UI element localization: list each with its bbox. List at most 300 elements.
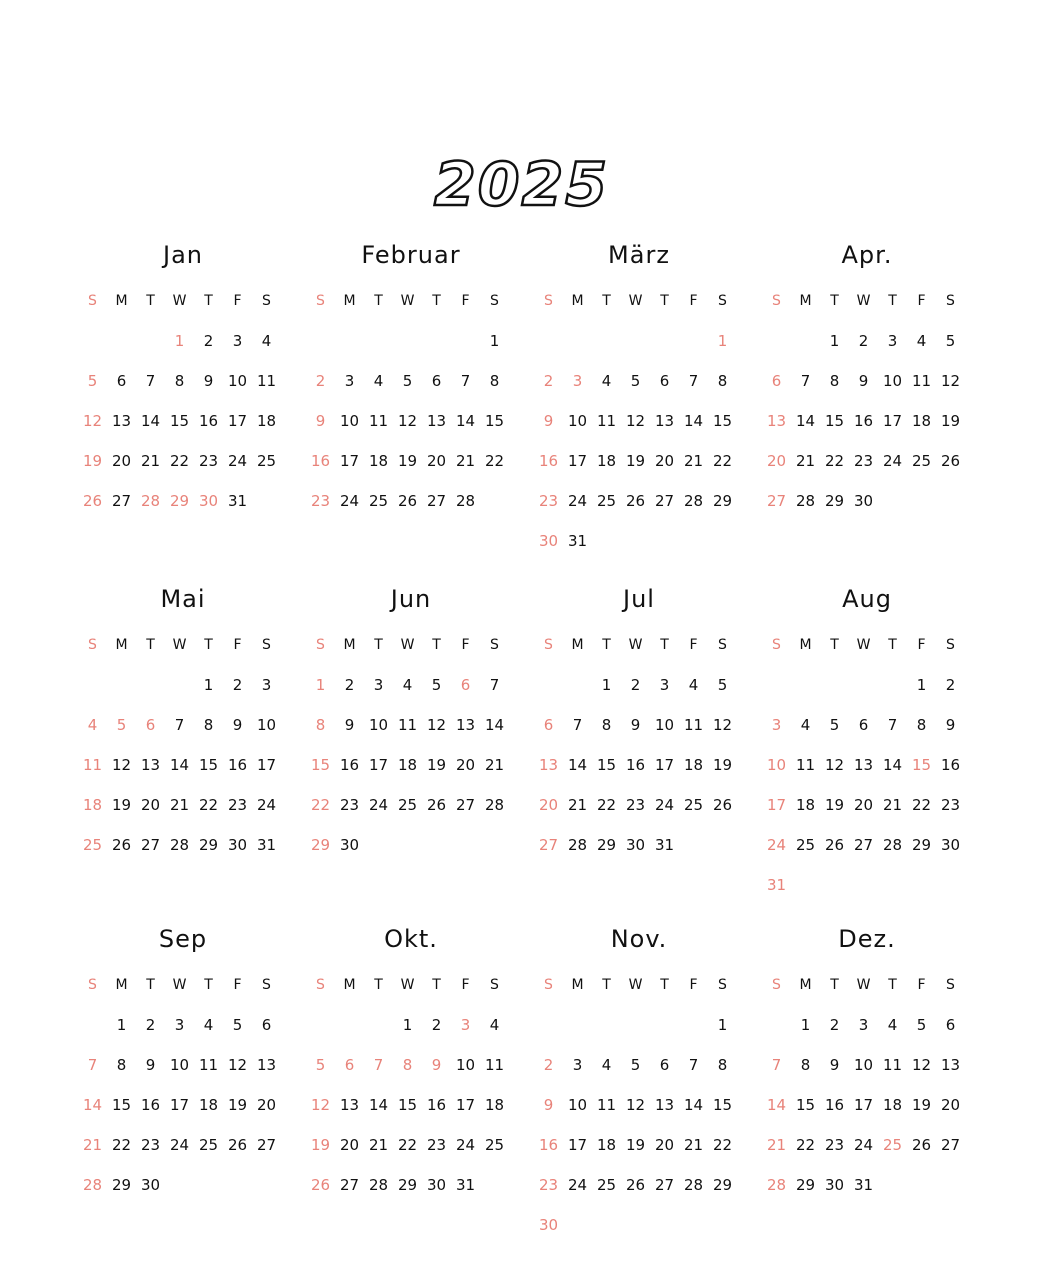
empty-cell [306, 330, 335, 370]
empty-cell [592, 1014, 621, 1054]
weekday-header: M [571, 637, 584, 653]
day-cell: 6 [431, 372, 442, 390]
day-cell: 23 [198, 452, 219, 470]
empty-cell [335, 1014, 364, 1054]
month-dez [762, 924, 972, 1214]
day-cell: 5 [232, 1016, 243, 1034]
day-cell: 29 [198, 836, 219, 854]
day-cell: 1 [717, 332, 728, 350]
weekday-header: W [856, 293, 871, 309]
day-cell: 10 [882, 372, 903, 390]
day-cell: 5 [945, 332, 956, 350]
weekday-header: T [660, 293, 669, 309]
day-cell: 4 [373, 372, 384, 390]
day-cell: 1 [800, 1016, 811, 1034]
day-cell: 26 [625, 1176, 646, 1194]
day-cell: 19 [397, 452, 418, 470]
weekday-header: T [888, 293, 897, 309]
weekday-header: S [88, 977, 97, 993]
weekday-header: T [374, 637, 383, 653]
day-cell: 29 [596, 836, 617, 854]
day-cell: 3 [232, 332, 243, 350]
day-cell: 19 [426, 756, 447, 774]
day-cell: 28 [683, 1176, 704, 1194]
day-cell: 2 [344, 676, 355, 694]
day-cell: 17 [766, 796, 787, 814]
day-cell: 28 [795, 492, 816, 510]
day-cell: 30 [426, 1176, 447, 1194]
day-cell: 1 [489, 332, 500, 350]
day-cell: 27 [339, 1176, 360, 1194]
day-cell: 10 [227, 372, 248, 390]
weekday-header: M [115, 637, 128, 653]
day-cell: 26 [824, 836, 845, 854]
weekday-header: T [204, 293, 213, 309]
day-cell: 22 [596, 796, 617, 814]
day-cell: 19 [310, 1136, 331, 1154]
day-cell: 20 [940, 1096, 961, 1114]
day-cell: 1 [916, 676, 927, 694]
day-cell: 25 [795, 836, 816, 854]
day-cell: 21 [82, 1136, 103, 1154]
day-cell: 25 [198, 1136, 219, 1154]
month-jul [534, 584, 744, 874]
day-cell: 21 [368, 1136, 389, 1154]
day-cell: 8 [916, 716, 927, 734]
empty-cell [791, 674, 820, 714]
month-title: Okt. [384, 925, 438, 953]
month-title: Mai [160, 585, 206, 613]
month-title: Sep [158, 925, 208, 953]
day-cell: 20 [455, 756, 476, 774]
day-cell: 25 [596, 492, 617, 510]
day-cell: 21 [766, 1136, 787, 1154]
day-cell: 18 [397, 756, 418, 774]
empty-cell [534, 330, 563, 370]
empty-cell [762, 330, 791, 370]
day-cell: 7 [145, 372, 156, 390]
day-cell: 19 [712, 756, 733, 774]
month-jan [78, 240, 288, 530]
weekday-header: T [374, 977, 383, 993]
day-cell: 18 [911, 412, 932, 430]
day-cell: 7 [489, 676, 500, 694]
day-cell: 29 [111, 1176, 132, 1194]
day-cell: 28 [567, 836, 588, 854]
day-cell: 31 [256, 836, 277, 854]
weekday-header: T [146, 977, 155, 993]
day-cell: 4 [887, 1016, 898, 1034]
day-cell: 2 [145, 1016, 156, 1034]
day-cell: 5 [116, 716, 127, 734]
weekday-header: W [628, 977, 643, 993]
day-grid [762, 974, 972, 1214]
weekday-header: S [88, 293, 97, 309]
day-cell: 24 [567, 1176, 588, 1194]
day-cell: 1 [315, 676, 326, 694]
empty-cell [364, 330, 393, 370]
day-cell: 27 [140, 836, 161, 854]
empty-cell [364, 1014, 393, 1054]
day-cell: 15 [111, 1096, 132, 1114]
day-cell: 8 [717, 372, 728, 390]
day-cell: 7 [373, 1056, 384, 1074]
weekday-header: S [262, 637, 271, 653]
day-cell: 14 [683, 412, 704, 430]
day-cell: 11 [256, 372, 277, 390]
day-grid [534, 634, 744, 874]
weekday-header: S [316, 977, 325, 993]
weekday-header: S [88, 637, 97, 653]
day-cell: 7 [688, 1056, 699, 1074]
day-cell: 6 [659, 372, 670, 390]
empty-cell [621, 1014, 650, 1054]
weekday-header: W [400, 977, 415, 993]
day-cell: 4 [402, 676, 413, 694]
day-cell: 3 [344, 372, 355, 390]
day-grid [306, 974, 516, 1214]
day-cell: 23 [227, 796, 248, 814]
empty-cell [422, 330, 451, 370]
day-cell: 10 [455, 1056, 476, 1074]
day-cell: 17 [455, 1096, 476, 1114]
day-cell: 12 [227, 1056, 248, 1074]
day-cell: 10 [256, 716, 277, 734]
weekday-header: T [374, 293, 383, 309]
day-cell: 11 [882, 1056, 903, 1074]
day-cell: 24 [853, 1136, 874, 1154]
weekday-header: T [204, 977, 213, 993]
weekday-header: S [718, 293, 727, 309]
weekday-header: W [856, 637, 871, 653]
weekday-header: T [204, 637, 213, 653]
day-cell: 29 [169, 492, 190, 510]
weekday-header: F [461, 977, 470, 993]
day-cell: 7 [460, 372, 471, 390]
day-cell: 4 [688, 676, 699, 694]
day-grid [78, 634, 288, 874]
day-cell: 30 [625, 836, 646, 854]
weekday-header: M [115, 977, 128, 993]
day-cell: 7 [800, 372, 811, 390]
day-cell: 27 [455, 796, 476, 814]
day-cell: 8 [203, 716, 214, 734]
month-märz [534, 240, 744, 570]
day-cell: 28 [766, 1176, 787, 1194]
day-cell: 3 [174, 1016, 185, 1034]
empty-cell [451, 330, 480, 370]
day-cell: 14 [683, 1096, 704, 1114]
day-cell: 25 [397, 796, 418, 814]
day-cell: 21 [683, 1136, 704, 1154]
day-cell: 9 [858, 372, 869, 390]
month-jun [306, 584, 516, 874]
day-cell: 26 [310, 1176, 331, 1194]
day-cell: 16 [538, 452, 559, 470]
day-cell: 9 [945, 716, 956, 734]
day-cell: 10 [654, 716, 675, 734]
day-cell: 10 [169, 1056, 190, 1074]
month-mai [78, 584, 288, 874]
day-cell: 24 [455, 1136, 476, 1154]
weekday-header: W [172, 977, 187, 993]
day-cell: 13 [426, 412, 447, 430]
weekday-header: M [343, 977, 356, 993]
day-cell: 8 [829, 372, 840, 390]
day-cell: 15 [911, 756, 932, 774]
day-cell: 29 [824, 492, 845, 510]
empty-cell [165, 674, 194, 714]
empty-cell [820, 674, 849, 714]
day-cell: 2 [829, 1016, 840, 1034]
weekday-header: S [718, 977, 727, 993]
day-cell: 5 [87, 372, 98, 390]
day-cell: 14 [140, 412, 161, 430]
day-cell: 19 [824, 796, 845, 814]
day-cell: 12 [82, 412, 103, 430]
day-cell: 13 [654, 412, 675, 430]
day-cell: 30 [538, 532, 559, 550]
weekday-header: T [830, 637, 839, 653]
weekday-header: T [830, 293, 839, 309]
month-title: Dez. [838, 925, 896, 953]
weekday-header: M [571, 293, 584, 309]
empty-cell [78, 330, 107, 370]
weekday-header: F [233, 293, 242, 309]
day-cell: 30 [140, 1176, 161, 1194]
day-cell: 12 [310, 1096, 331, 1114]
weekday-header: F [917, 637, 926, 653]
empty-cell [534, 674, 563, 714]
day-cell: 6 [659, 1056, 670, 1074]
day-cell: 16 [140, 1096, 161, 1114]
day-cell: 13 [766, 412, 787, 430]
day-cell: 18 [198, 1096, 219, 1114]
day-cell: 21 [882, 796, 903, 814]
day-cell: 27 [654, 1176, 675, 1194]
day-cell: 20 [654, 1136, 675, 1154]
weekday-header: T [602, 637, 611, 653]
day-cell: 4 [916, 332, 927, 350]
day-cell: 29 [712, 1176, 733, 1194]
day-cell: 30 [940, 836, 961, 854]
weekday-header: S [946, 293, 955, 309]
day-cell: 7 [688, 372, 699, 390]
weekday-header: T [888, 637, 897, 653]
weekday-header: F [689, 637, 698, 653]
empty-cell [107, 674, 136, 714]
day-cell: 4 [203, 1016, 214, 1034]
day-cell: 12 [712, 716, 733, 734]
day-cell: 26 [625, 492, 646, 510]
weekday-header: M [115, 293, 128, 309]
day-cell: 3 [887, 332, 898, 350]
day-cell: 30 [198, 492, 219, 510]
weekday-header: S [490, 293, 499, 309]
day-cell: 16 [853, 412, 874, 430]
day-cell: 23 [538, 1176, 559, 1194]
empty-cell [878, 674, 907, 714]
day-cell: 6 [261, 1016, 272, 1034]
day-grid [534, 974, 744, 1254]
day-cell: 16 [824, 1096, 845, 1114]
day-cell: 4 [800, 716, 811, 734]
day-cell: 5 [630, 372, 641, 390]
day-cell: 16 [198, 412, 219, 430]
day-cell: 11 [596, 1096, 617, 1114]
day-cell: 24 [169, 1136, 190, 1154]
weekday-header: S [490, 977, 499, 993]
day-cell: 6 [344, 1056, 355, 1074]
day-cell: 8 [174, 372, 185, 390]
day-cell: 22 [712, 1136, 733, 1154]
weekday-header: T [146, 293, 155, 309]
day-cell: 3 [572, 1056, 583, 1074]
day-cell: 24 [882, 452, 903, 470]
day-cell: 1 [402, 1016, 413, 1034]
empty-cell [107, 330, 136, 370]
day-cell: 25 [82, 836, 103, 854]
day-grid [762, 634, 972, 914]
day-cell: 24 [227, 452, 248, 470]
day-cell: 9 [543, 1096, 554, 1114]
day-cell: 21 [169, 796, 190, 814]
day-cell: 19 [940, 412, 961, 430]
empty-cell [563, 1014, 592, 1054]
weekday-header: S [544, 637, 553, 653]
weekday-header: T [432, 637, 441, 653]
month-title: Jul [623, 585, 655, 613]
day-cell: 24 [766, 836, 787, 854]
empty-cell [306, 1014, 335, 1054]
day-cell: 11 [683, 716, 704, 734]
day-cell: 24 [339, 492, 360, 510]
day-cell: 27 [766, 492, 787, 510]
day-cell: 1 [829, 332, 840, 350]
day-cell: 22 [169, 452, 190, 470]
day-cell: 19 [227, 1096, 248, 1114]
day-cell: 2 [543, 1056, 554, 1074]
day-cell: 29 [795, 1176, 816, 1194]
weekday-header: F [461, 637, 470, 653]
day-cell: 12 [911, 1056, 932, 1074]
day-cell: 9 [203, 372, 214, 390]
empty-cell [78, 674, 107, 714]
day-grid [762, 290, 972, 530]
day-cell: 3 [771, 716, 782, 734]
day-cell: 21 [455, 452, 476, 470]
day-cell: 14 [484, 716, 505, 734]
day-cell: 18 [596, 452, 617, 470]
day-cell: 11 [198, 1056, 219, 1074]
weekday-header: S [946, 637, 955, 653]
day-cell: 6 [145, 716, 156, 734]
day-cell: 30 [824, 1176, 845, 1194]
day-cell: 15 [712, 412, 733, 430]
day-cell: 28 [882, 836, 903, 854]
day-cell: 8 [489, 372, 500, 390]
day-cell: 28 [368, 1176, 389, 1194]
day-cell: 23 [538, 492, 559, 510]
weekday-header: W [400, 293, 415, 309]
day-cell: 7 [572, 716, 583, 734]
day-cell: 27 [654, 492, 675, 510]
month-title: Nov. [610, 925, 668, 953]
day-cell: 31 [567, 532, 588, 550]
month-nov [534, 924, 744, 1254]
day-cell: 14 [882, 756, 903, 774]
day-cell: 16 [310, 452, 331, 470]
day-cell: 12 [426, 716, 447, 734]
day-cell: 6 [858, 716, 869, 734]
day-cell: 14 [455, 412, 476, 430]
weekday-header: T [830, 977, 839, 993]
month-title: März [608, 241, 670, 269]
day-cell: 11 [596, 412, 617, 430]
day-cell: 17 [169, 1096, 190, 1114]
day-cell: 15 [596, 756, 617, 774]
day-cell: 23 [824, 1136, 845, 1154]
day-cell: 29 [712, 492, 733, 510]
day-cell: 15 [712, 1096, 733, 1114]
weekday-header: T [146, 637, 155, 653]
day-cell: 17 [567, 452, 588, 470]
day-cell: 20 [140, 796, 161, 814]
day-cell: 19 [911, 1096, 932, 1114]
day-cell: 10 [853, 1056, 874, 1074]
day-cell: 3 [261, 676, 272, 694]
day-cell: 24 [567, 492, 588, 510]
weekday-header: M [343, 293, 356, 309]
day-cell: 12 [824, 756, 845, 774]
weekday-header: W [400, 637, 415, 653]
day-cell: 16 [426, 1096, 447, 1114]
day-cell: 13 [940, 1056, 961, 1074]
day-cell: 28 [683, 492, 704, 510]
day-cell: 14 [567, 756, 588, 774]
day-cell: 19 [82, 452, 103, 470]
day-cell: 15 [484, 412, 505, 430]
empty-cell [563, 674, 592, 714]
day-cell: 2 [543, 372, 554, 390]
weekday-header: T [602, 293, 611, 309]
day-grid [306, 634, 516, 874]
day-cell: 22 [310, 796, 331, 814]
weekday-header: F [461, 293, 470, 309]
weekday-header: S [772, 977, 781, 993]
empty-cell [791, 330, 820, 370]
day-cell: 18 [484, 1096, 505, 1114]
day-cell: 11 [82, 756, 103, 774]
day-cell: 6 [460, 676, 471, 694]
day-cell: 10 [368, 716, 389, 734]
day-cell: 17 [227, 412, 248, 430]
weekday-header: S [316, 637, 325, 653]
day-cell: 21 [683, 452, 704, 470]
day-cell: 5 [315, 1056, 326, 1074]
day-cell: 13 [256, 1056, 277, 1074]
day-cell: 15 [397, 1096, 418, 1114]
day-cell: 29 [911, 836, 932, 854]
day-cell: 22 [198, 796, 219, 814]
day-cell: 22 [484, 452, 505, 470]
weekday-header: M [571, 977, 584, 993]
day-cell: 24 [368, 796, 389, 814]
day-cell: 22 [911, 796, 932, 814]
day-cell: 9 [431, 1056, 442, 1074]
day-cell: 20 [766, 452, 787, 470]
month-sep [78, 924, 288, 1214]
